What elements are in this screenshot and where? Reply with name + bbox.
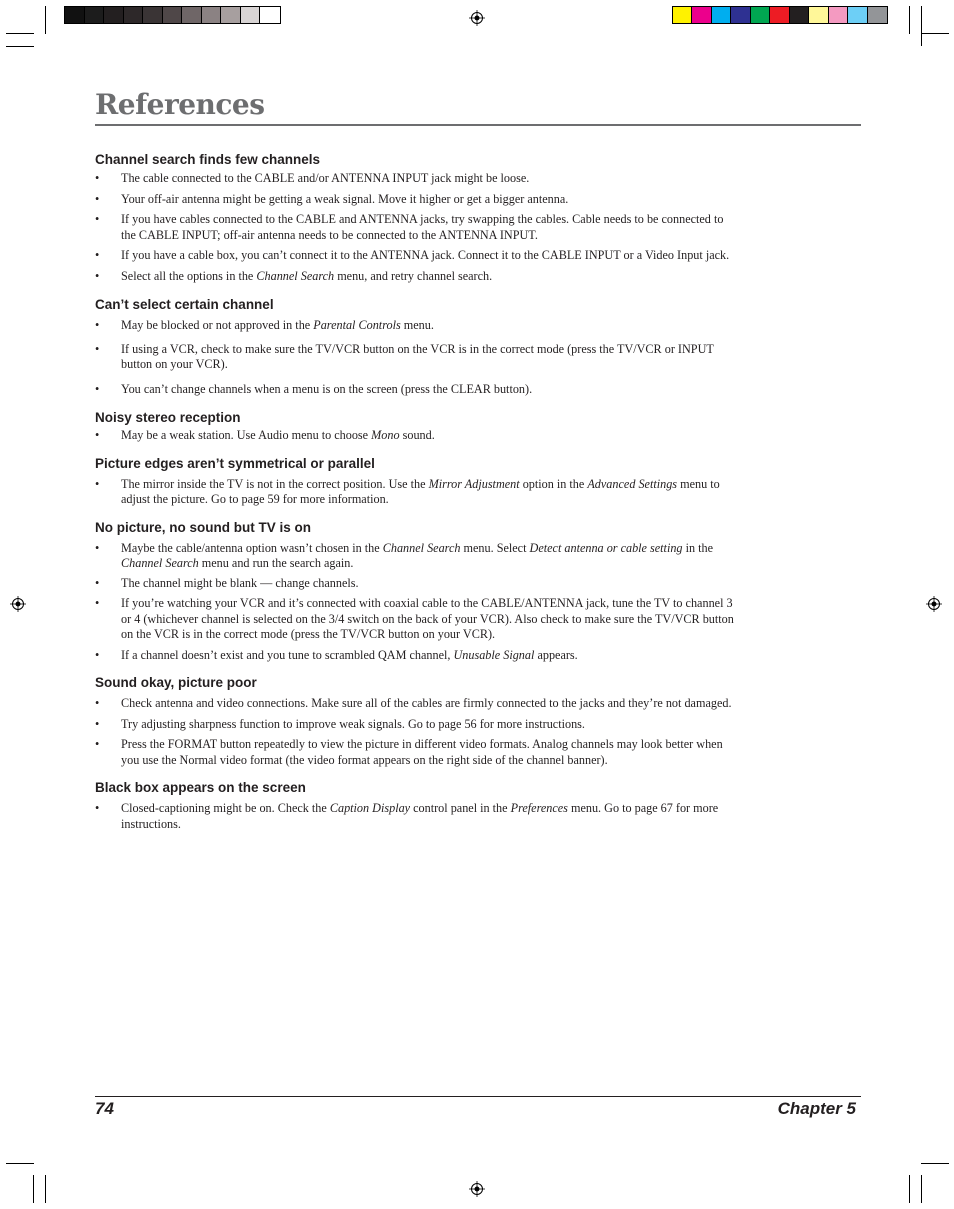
bullet-icon: •	[95, 428, 100, 442]
list-item	[95, 382, 740, 398]
bullet-list	[95, 428, 740, 444]
emphasized-term: Channel Search	[382, 540, 461, 555]
item-text: If you’re watching your VCR and it’s connected with coaxial cable to the CABLE/ANTENNA jack, tune the TV to channel 3 or 4 (whichever channel is selected on the 3/4 switch on the back of your VCR). Also check to make sure the TV/VCR button on the VCR is in the correct mode (press the TV/VCR button on your VCR).	[121, 596, 734, 641]
troubleshooting-section	[95, 675, 740, 768]
bullet-list	[95, 318, 740, 397]
bullet-list	[95, 477, 740, 508]
color-swatch	[712, 7, 731, 23]
item-text: sound.	[399, 428, 435, 442]
troubleshooting-section	[95, 520, 740, 664]
bullet-icon: •	[95, 476, 100, 491]
color-swatch	[790, 7, 809, 23]
color-swatch	[124, 7, 144, 23]
troubleshooting-section	[95, 410, 740, 444]
list-item	[95, 192, 740, 208]
emphasized-term: Channel Search	[256, 268, 335, 283]
troubleshooting-content	[95, 152, 740, 832]
registration-mark-icon	[926, 596, 942, 612]
item-text: Press the FORMAT button repeatedly to view the picture in different video formats. Analog channels may look better when you use the Normal video format (the video format appears on the right side of the channel banner).	[121, 737, 723, 767]
bullet-icon: •	[95, 801, 100, 815]
color-swatch	[731, 7, 750, 23]
item-text: appears.	[534, 647, 578, 662]
color-swatch	[85, 7, 105, 23]
section-heading: Noisy stereo reception	[95, 410, 241, 425]
troubleshooting-section	[95, 152, 740, 284]
item-text: The cable connected to the CABLE and/or ANTENNA INPUT jack might be loose.	[121, 171, 530, 185]
footer-rule	[95, 1096, 861, 1097]
bullet-list	[95, 801, 740, 832]
color-swatch	[809, 7, 828, 23]
bullet-icon: •	[95, 737, 100, 751]
item-text: Maybe the cable/antenna option wasn’t chosen in the	[121, 540, 383, 555]
bullet-list	[95, 541, 740, 664]
list-item	[95, 648, 740, 664]
color-swatch	[692, 7, 711, 23]
item-text: If using a VCR, check to make sure the TV/VCR button on the VCR is in the correct mode (press the TV/VCR or INPUT button on your VCR).	[121, 341, 714, 371]
list-item	[95, 342, 740, 373]
section-heading: Picture edges aren’t symmetrical or parallel	[95, 455, 375, 471]
bullet-icon: •	[95, 248, 100, 262]
item-text: in the	[682, 540, 713, 555]
item-text: Check antenna and video connections. Make sure all of the cables are firmly connected to the jacks and they’re not damaged.	[121, 696, 732, 710]
section-heading: Channel search finds few channels	[95, 152, 321, 167]
color-swatch	[241, 7, 261, 23]
item-text: If you have a cable box, you can’t connect it to the ANTENNA jack. Connect it to the CABLE INPUT or a Video Input jack.	[121, 248, 730, 262]
color-swatch	[104, 7, 124, 23]
bullet-list	[95, 171, 740, 284]
list-item	[95, 428, 740, 444]
item-text: May be a weak station. Use Audio menu to choose	[121, 428, 372, 442]
item-text: menu. Select	[460, 540, 530, 555]
emphasized-term: Mirror Adjustment	[428, 476, 520, 491]
item-text: menu to adjust the picture. Go to page 59 for more information.	[121, 476, 720, 506]
chapter-label: Chapter 5	[777, 1099, 856, 1118]
color-swatch	[260, 7, 280, 23]
list-item	[95, 801, 740, 832]
emphasized-term: Preferences	[510, 801, 568, 815]
troubleshooting-section	[95, 297, 740, 397]
color-swatch	[751, 7, 770, 23]
item-text: control panel in the	[410, 801, 511, 815]
page-title: References	[95, 88, 265, 121]
color-swatch	[673, 7, 692, 23]
list-item	[95, 212, 740, 243]
bullet-icon: •	[95, 381, 100, 396]
color-swatch	[202, 7, 222, 23]
list-item	[95, 717, 740, 733]
troubleshooting-section	[95, 456, 740, 508]
item-text: If you have cables connected to the CABLE and ANTENNA jacks, try swapping the cables. Cable needs to be connected to the CABLE INPUT; off-air antenna needs to be connected to the ANTENNA INPUT.	[121, 212, 724, 242]
item-text: menu, and retry channel search.	[334, 268, 493, 283]
item-text: The channel might be blank — change channels.	[121, 575, 359, 590]
section-heading: Can’t select certain channel	[95, 297, 274, 312]
item-text: The mirror inside the TV is not in the correct position. Use the	[121, 476, 429, 491]
color-swatch	[221, 7, 241, 23]
item-text: You can’t change channels when a menu is on the screen (press the CLEAR button).	[121, 381, 533, 396]
bullet-icon: •	[95, 647, 100, 662]
process-color-bar	[672, 6, 888, 24]
color-swatch	[829, 7, 848, 23]
bullet-icon: •	[95, 171, 100, 185]
emphasized-term: Channel Search	[121, 556, 199, 570]
color-swatch	[770, 7, 789, 23]
section-heading: Sound okay, picture poor	[95, 675, 257, 690]
bullet-list	[95, 696, 740, 768]
color-swatch	[163, 7, 183, 23]
list-item	[95, 171, 740, 187]
page-number: 74	[95, 1099, 114, 1118]
emphasized-term: Parental Controls	[313, 318, 401, 332]
color-swatch	[143, 7, 163, 23]
item-text: If a channel doesn’t exist and you tune to scrambled QAM channel,	[121, 647, 454, 662]
item-text: menu. Go to page 67 for more instructions.	[121, 801, 719, 831]
list-item	[95, 596, 740, 643]
bullet-icon: •	[95, 318, 100, 332]
title-rule	[95, 124, 861, 126]
item-text: menu and run the search again.	[198, 556, 354, 570]
item-text: Your off-air antenna might be getting a weak signal. Move it higher or get a bigger antenna.	[121, 191, 569, 206]
registration-mark-icon	[10, 596, 26, 612]
bullet-icon: •	[95, 341, 100, 356]
list-item	[95, 541, 740, 572]
grayscale-color-bar	[64, 6, 281, 24]
list-item	[95, 269, 740, 285]
list-item	[95, 737, 740, 768]
emphasized-term: Advanced Settings	[587, 476, 678, 491]
registration-mark-icon	[469, 1181, 485, 1197]
emphasized-term: Caption Display	[329, 801, 411, 815]
bullet-icon: •	[95, 212, 100, 226]
list-item	[95, 318, 740, 334]
list-item	[95, 477, 740, 508]
emphasized-term: Unusable Signal	[453, 647, 535, 662]
list-item	[95, 248, 740, 264]
item-text: option in the	[519, 476, 588, 491]
color-swatch	[848, 7, 867, 23]
item-text: Select all the options in the	[121, 268, 257, 283]
color-swatch	[65, 7, 85, 23]
section-heading: Black box appears on the screen	[95, 780, 306, 795]
item-text: Closed-captioning might be on. Check the	[121, 801, 330, 815]
item-text: May be blocked or not approved in the	[121, 318, 314, 332]
bullet-icon: •	[95, 575, 100, 590]
color-swatch	[868, 7, 887, 23]
bullet-icon: •	[95, 596, 100, 610]
emphasized-term: Mono	[371, 428, 400, 442]
emphasized-term: Detect antenna or cable setting	[529, 540, 683, 555]
color-swatch	[182, 7, 202, 23]
section-heading: No picture, no sound but TV is on	[95, 519, 311, 535]
troubleshooting-section	[95, 780, 740, 832]
bullet-icon: •	[95, 716, 100, 731]
item-text: Try adjusting sharpness function to improve weak signals. Go to page 56 for more instructions.	[121, 716, 585, 731]
list-item	[95, 696, 740, 712]
bullet-icon: •	[95, 268, 100, 283]
registration-mark-icon	[469, 10, 485, 26]
item-text: menu.	[400, 318, 434, 332]
bullet-icon: •	[95, 696, 100, 710]
bullet-icon: •	[95, 191, 100, 206]
bullet-icon: •	[95, 540, 100, 555]
list-item	[95, 576, 740, 592]
